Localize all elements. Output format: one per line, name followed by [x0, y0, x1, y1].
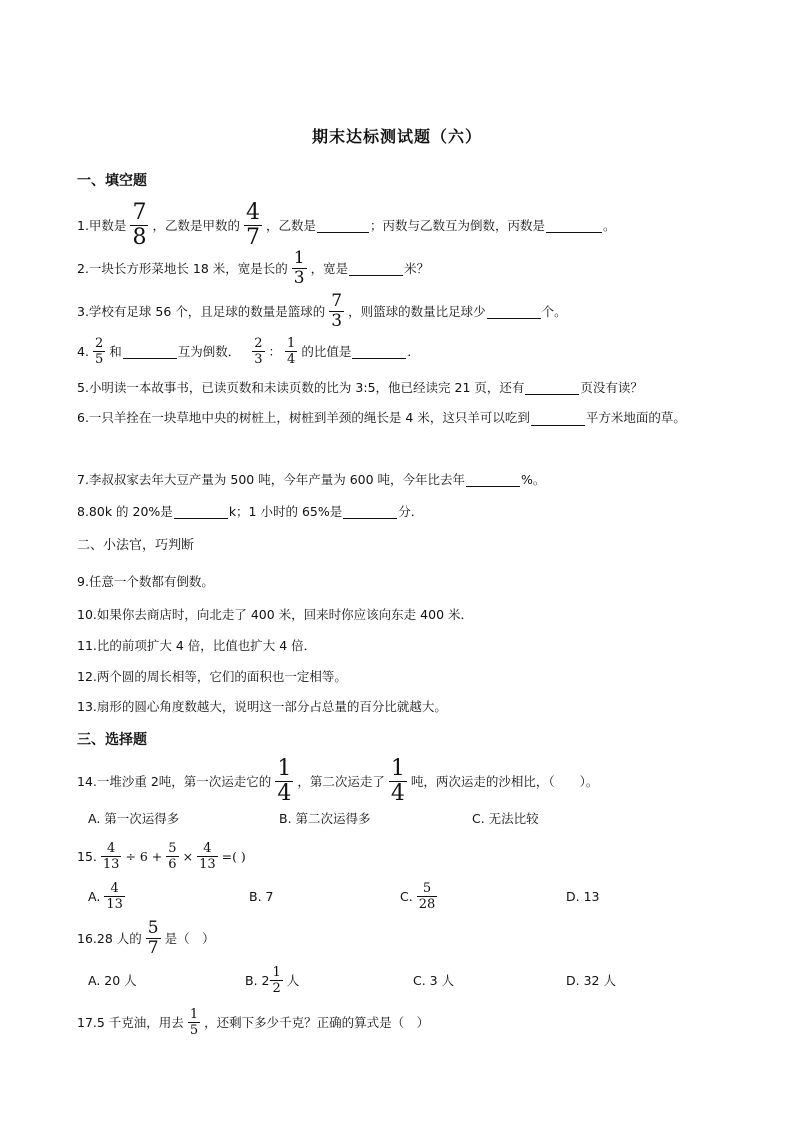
question-14-options: [88, 798, 728, 838]
denominator: 4: [277, 780, 292, 806]
fraction: [188, 1008, 200, 1037]
question-text: 的比值是: [301, 344, 352, 359]
question-text: 8.80k 的 20%是: [77, 504, 173, 519]
numerator: 4: [107, 840, 116, 856]
question-4: [77, 331, 420, 371]
option-label: B. 2: [245, 972, 270, 988]
question-text: ，还剩下多少千克？正确的算式是（ ）: [204, 1015, 430, 1030]
denominator: 28: [418, 896, 436, 912]
question-13: 13.扇形的圆心角度数越大，说明这一部分占总量的百分比就越大。: [77, 699, 447, 714]
numerator: 2: [94, 335, 104, 351]
fraction: [101, 842, 122, 871]
denominator: 4: [390, 780, 405, 806]
question-2: [77, 248, 429, 288]
option-a[interactable]: A. 20 人: [88, 973, 137, 988]
denominator: 3: [331, 310, 343, 331]
answer-blank[interactable]: [349, 261, 403, 276]
question-text: 17.5 千克油，用去: [77, 1015, 184, 1030]
question-text: 5.小明读一本故事书，已读页数和未读页数的比为 3:5，他已经读完 21 页，还有: [77, 380, 525, 395]
option-unit: 人: [286, 973, 300, 988]
fraction: [104, 882, 125, 911]
question-text: 7.李叔叔家去年大豆产量为 500 吨，今年产量为 600 吨，今年比去年: [77, 472, 466, 487]
question-16-options: [88, 960, 728, 1000]
numerator: 1: [390, 755, 405, 781]
question-text: 4.: [77, 343, 89, 359]
question-text: 页没有读？: [580, 380, 643, 395]
denominator: 7: [245, 224, 260, 250]
question-text: 。: [602, 218, 616, 233]
section-heading-true-false: 二、小法官，巧判断: [77, 538, 195, 553]
question-text: ，乙数是: [265, 218, 316, 233]
denominator: 13: [106, 896, 123, 912]
question-text: ，则篮球的数量比足球少: [348, 304, 486, 319]
question-text: 吨，两次运走的沙相比，（ ）。: [410, 774, 599, 789]
question-text: 和: [109, 344, 122, 359]
question-14: [77, 755, 599, 806]
question-text: 互为倒数．: [177, 344, 241, 359]
numerator: 1: [287, 335, 296, 351]
question-17: [77, 1002, 429, 1042]
answer-blank[interactable]: [531, 411, 585, 426]
question-text: 平方米地面的草。: [585, 410, 686, 425]
numerator: 1: [189, 1006, 199, 1022]
question-text: ，宽是: [310, 261, 349, 276]
question-text: 16.28 人的: [77, 931, 142, 946]
option-b[interactable]: B. 7: [249, 888, 274, 904]
fraction: [166, 842, 178, 871]
numerator: 4: [245, 199, 260, 225]
question-12: 12.两个圆的周长相等，它们的面积也一定相等。: [77, 669, 347, 684]
page-title: 期末达标测试题（六）: [311, 127, 482, 146]
denominator: 8: [132, 224, 147, 250]
numerator: 2: [254, 335, 263, 351]
fraction: [270, 966, 282, 995]
option-label: A.: [88, 888, 101, 904]
option-b[interactable]: [245, 960, 299, 1000]
denominator: 3: [293, 267, 305, 288]
denominator: 5: [189, 1022, 199, 1038]
question-15: [77, 836, 246, 876]
answer-blank[interactable]: [546, 218, 602, 233]
fraction: [329, 290, 344, 331]
numerator: 7: [132, 199, 147, 225]
denominator: 13: [102, 856, 120, 872]
denominator: 3: [254, 351, 263, 367]
question-text: ：: [268, 344, 282, 359]
numerator: 1: [293, 247, 305, 268]
question-text: 15.: [77, 848, 97, 864]
option-c[interactable]: C. 3 人: [413, 973, 455, 988]
question-text: 米？: [404, 261, 430, 276]
question-10: 10.如果你去商店时，向北走了 400 米，回来时你应该向东走 400 米．: [77, 607, 473, 622]
question-text: ；丙数与乙数互为倒数，丙数是: [369, 218, 545, 233]
question-11: 11.比的前项扩大 4 倍，比值也扩大 4 倍．: [77, 638, 317, 653]
math-expression: [97, 842, 246, 871]
numerator: 5: [168, 840, 177, 856]
denominator: 7: [147, 937, 159, 958]
option-c[interactable]: C. 无法比较: [472, 811, 539, 826]
denominator: 5: [94, 351, 104, 367]
question-text: 14.一堆沙重 2吨，第一次运走它的: [77, 774, 272, 789]
fraction: [285, 337, 297, 366]
section-heading-fill-blank: 一、填空题: [77, 173, 147, 189]
answer-blank[interactable]: [352, 344, 406, 359]
answer-blank[interactable]: [317, 218, 369, 233]
option-a[interactable]: [88, 876, 129, 916]
option-c[interactable]: [400, 876, 441, 916]
answer-blank[interactable]: [174, 504, 228, 519]
numerator: 1: [272, 964, 281, 980]
fraction: [130, 199, 148, 250]
question-text: k；1 小时的 65%是: [228, 504, 343, 519]
numerator: 7: [331, 290, 343, 311]
question-text: ，第二次运走了: [297, 774, 385, 789]
question-15-options: [88, 876, 728, 916]
answer-blank[interactable]: [343, 504, 397, 519]
question-text: 是（ ）: [164, 931, 215, 946]
option-d[interactable]: D. 32 人: [566, 973, 616, 988]
denominator: 4: [287, 351, 296, 367]
operator: ×: [182, 848, 194, 864]
fraction: [146, 917, 161, 958]
denominator: 2: [272, 980, 281, 996]
numerator: 1: [277, 755, 292, 781]
question-text: 分．: [398, 504, 424, 519]
question-6: [77, 403, 717, 433]
operator: =( ): [221, 848, 246, 864]
question-text: 1.甲数是: [77, 218, 127, 233]
question-5: [77, 367, 643, 407]
question-text: %。: [521, 472, 546, 487]
question-9: 9.任意一个数都有倒数。: [77, 574, 214, 589]
numerator: 5: [147, 917, 159, 938]
fraction: [417, 882, 438, 911]
question-text: ，乙数是甲数的: [152, 218, 240, 233]
answer-blank[interactable]: [487, 304, 541, 319]
option-b[interactable]: B. 第二次运得多: [279, 811, 371, 826]
denominator: 13: [199, 856, 216, 872]
question-text: 个。: [541, 304, 567, 319]
question-8: [77, 491, 423, 531]
numerator: 5: [422, 880, 432, 896]
fraction: [244, 199, 262, 250]
question-text: 6.一只羊拴在一块草地中央的树桩上，树桩到羊颈的绳长是 4 米，这只羊可以吃到: [77, 410, 530, 425]
option-d[interactable]: D. 13: [566, 888, 600, 904]
question-text: 2.一块长方形菜地长 18 米，宽是长的: [77, 261, 288, 276]
numerator: 4: [203, 840, 212, 856]
operator: ÷ 6 +: [125, 848, 163, 864]
answer-blank[interactable]: [466, 472, 520, 487]
option-a[interactable]: A. 第一次运得多: [88, 811, 180, 826]
fraction: [292, 247, 307, 288]
denominator: 6: [168, 856, 177, 872]
fraction: [93, 337, 105, 366]
question-16: [77, 918, 215, 958]
fraction: [197, 842, 218, 871]
section-heading-multiple-choice: 三、选择题: [77, 732, 147, 748]
answer-blank[interactable]: [525, 380, 579, 395]
question-text: 3.学校有足球 56 个，且足球的数量是篮球的: [77, 304, 326, 319]
fraction: [252, 337, 264, 366]
numerator: 4: [110, 880, 119, 896]
question-1: [77, 199, 616, 250]
answer-blank[interactable]: [123, 344, 177, 359]
question-3: [77, 291, 567, 331]
option-label: C.: [400, 888, 413, 904]
question-text: ．: [407, 344, 420, 359]
